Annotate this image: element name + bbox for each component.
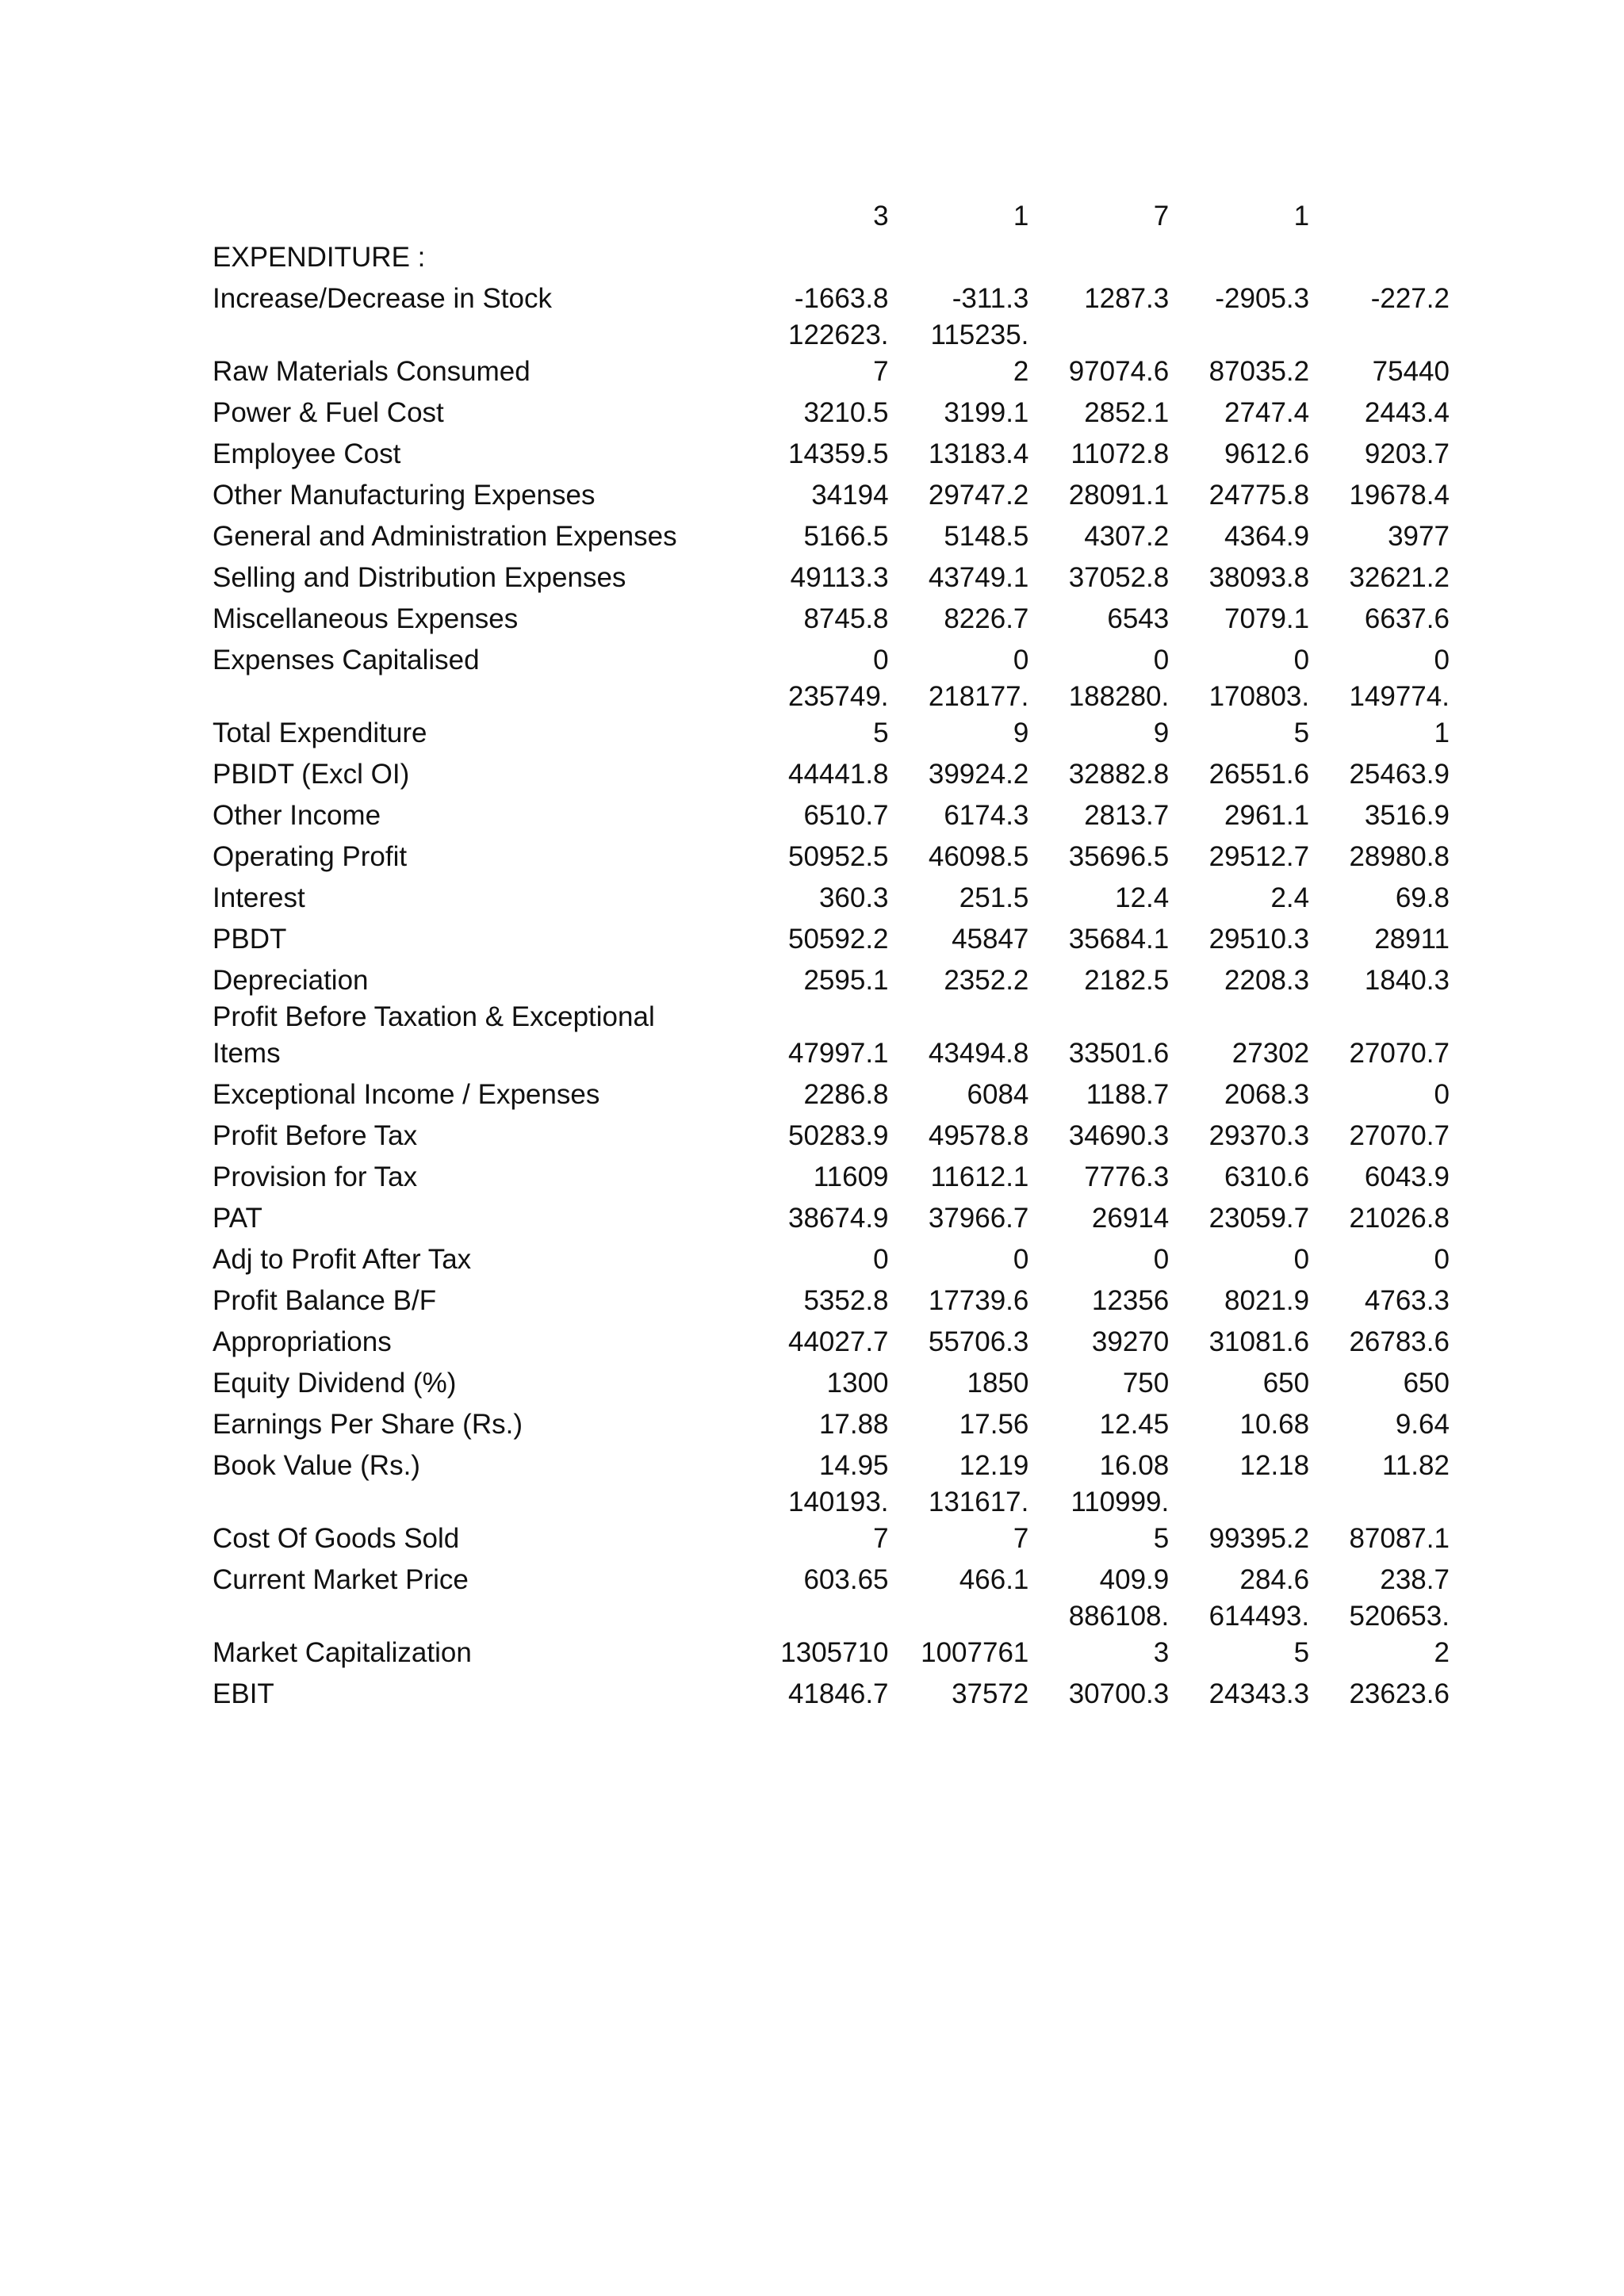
- value-cell: 23059.7: [1208, 1203, 1310, 1234]
- value-cell: 650: [1403, 1368, 1450, 1399]
- value-cell: 9612.6: [1224, 438, 1310, 469]
- table-row: [213, 752, 1450, 793]
- value-cell: 24775.8: [1208, 480, 1310, 511]
- row-label: Profit Before Taxation & Exceptional Items: [213, 1001, 655, 1069]
- value-cell: 11.82: [1381, 1450, 1450, 1481]
- value-cell: 0: [1434, 1244, 1450, 1275]
- row-label: Total Expenditure: [213, 718, 427, 748]
- value-cell: 6310.6: [1224, 1161, 1310, 1192]
- value-cell: 21026.8: [1349, 1203, 1450, 1234]
- value-cell: 2208.3: [1224, 965, 1310, 996]
- value-cell: 75440: [1372, 356, 1450, 387]
- value-cell: 25463.9: [1349, 759, 1450, 790]
- header-cell: 7: [1153, 201, 1170, 232]
- value-cell: 360.3: [818, 882, 889, 913]
- value-cell: 1840.3: [1364, 965, 1450, 996]
- value-cell: 5352.8: [803, 1285, 889, 1316]
- value-cell: 115235. 2: [930, 320, 1029, 387]
- table-row: [213, 1484, 1450, 1557]
- value-cell: 2595.1: [803, 965, 889, 996]
- table-row: [213, 916, 1450, 958]
- value-cell: 6084: [967, 1079, 1029, 1110]
- value-cell: 110999. 5: [1071, 1487, 1170, 1554]
- value-cell: 170803. 5: [1208, 681, 1310, 748]
- table-row: [213, 1196, 1450, 1237]
- table-row: [213, 555, 1450, 596]
- value-cell: 87035.2: [1208, 356, 1310, 387]
- value-cell: 32882.8: [1068, 759, 1170, 790]
- value-cell: 131617. 7: [928, 1487, 1029, 1554]
- value-cell: 50592.2: [788, 924, 889, 955]
- value-cell: 46098.5: [928, 841, 1029, 872]
- value-cell: 5166.5: [803, 521, 889, 552]
- table-row: [213, 999, 1450, 1072]
- value-cell: 0: [873, 1244, 889, 1275]
- value-cell: 2068.3: [1224, 1079, 1310, 1110]
- table-row: [213, 431, 1450, 473]
- value-cell: 38674.9: [788, 1203, 889, 1234]
- value-cell: 37572: [952, 1678, 1029, 1709]
- row-label: EBIT: [213, 1678, 274, 1709]
- value-cell: 29747.2: [928, 480, 1029, 511]
- value-cell: 35696.5: [1068, 841, 1170, 872]
- value-cell: 520653. 2: [1349, 1601, 1450, 1668]
- value-cell: 43749.1: [928, 562, 1029, 593]
- row-label: Current Market Price: [213, 1564, 469, 1595]
- value-cell: 284.6: [1239, 1564, 1310, 1595]
- value-cell: 8021.9: [1224, 1285, 1310, 1316]
- row-label: Miscellaneous Expenses: [213, 603, 519, 634]
- value-cell: 1850: [967, 1368, 1029, 1399]
- value-cell: 9203.7: [1364, 438, 1450, 469]
- value-cell: 39924.2: [928, 759, 1029, 790]
- value-cell: 12356: [1091, 1285, 1170, 1316]
- value-cell: 31081.6: [1208, 1326, 1310, 1357]
- row-label: PBIDT (Excl OI): [213, 759, 410, 790]
- value-cell: 6174.3: [944, 800, 1029, 831]
- header-cell: 1: [1293, 201, 1310, 232]
- value-cell: 1007761: [921, 1637, 1029, 1668]
- value-cell: 27070.7: [1349, 1120, 1450, 1151]
- row-label: Adj to Profit After Tax: [213, 1244, 472, 1275]
- value-cell: 0: [1434, 645, 1450, 675]
- value-cell: 26914: [1091, 1203, 1170, 1234]
- value-cell: 11609: [813, 1161, 889, 1192]
- value-cell: 251.5: [959, 882, 1029, 913]
- value-cell: 45847: [952, 924, 1029, 955]
- value-cell: 12.45: [1099, 1409, 1170, 1440]
- value-cell: 43494.8: [928, 1038, 1029, 1069]
- row-label: Equity Dividend (%): [213, 1368, 457, 1399]
- table-row: [213, 1671, 1450, 1712]
- value-cell: 32621.2: [1349, 562, 1450, 593]
- table-row: [213, 637, 1450, 679]
- value-cell: 603.65: [803, 1564, 889, 1595]
- value-cell: 2286.8: [803, 1079, 889, 1110]
- row-label: Other Manufacturing Expenses: [213, 480, 596, 511]
- value-cell: -2905.3: [1215, 283, 1310, 314]
- value-cell: 2352.2: [944, 965, 1029, 996]
- value-cell: 12.19: [959, 1450, 1029, 1481]
- value-cell: 6510.7: [803, 800, 889, 831]
- table-row: [213, 958, 1450, 999]
- row-label: Expenses Capitalised: [213, 645, 480, 675]
- row-label: Employee Cost: [213, 438, 401, 469]
- value-cell: 886108. 3: [1068, 1601, 1170, 1668]
- table-row: [213, 596, 1450, 637]
- header-cell: 3: [873, 201, 889, 232]
- value-cell: 11072.8: [1071, 438, 1170, 469]
- value-cell: 2961.1: [1224, 800, 1310, 831]
- value-cell: 7079.1: [1224, 603, 1310, 634]
- value-cell: 3977: [1388, 521, 1450, 552]
- table-row: [213, 390, 1450, 431]
- value-cell: 50283.9: [788, 1120, 889, 1151]
- value-cell: -311.3: [952, 283, 1029, 314]
- value-cell: 1188.7: [1086, 1079, 1170, 1110]
- value-cell: 238.7: [1380, 1564, 1450, 1595]
- value-cell: 0: [1013, 1244, 1029, 1275]
- value-cell: 34690.3: [1068, 1120, 1170, 1151]
- table-row: [213, 1598, 1450, 1671]
- value-cell: 3210.5: [803, 397, 889, 428]
- row-label: Interest: [213, 882, 305, 913]
- value-cell: 8226.7: [944, 603, 1029, 634]
- value-cell: 33501.6: [1068, 1038, 1170, 1069]
- value-cell: 466.1: [959, 1564, 1029, 1595]
- value-cell: 13183.4: [928, 438, 1029, 469]
- table-row: [213, 1557, 1450, 1598]
- value-cell: 2443.4: [1364, 397, 1450, 428]
- value-cell: 10.68: [1239, 1409, 1310, 1440]
- value-cell: 6637.6: [1364, 603, 1450, 634]
- value-cell: 35684.1: [1068, 924, 1170, 955]
- value-cell: 409.9: [1099, 1564, 1170, 1595]
- row-label: Operating Profit: [213, 841, 408, 872]
- table-row: [213, 1154, 1450, 1196]
- value-cell: 99395.2: [1208, 1523, 1310, 1554]
- table-row: [213, 317, 1450, 390]
- value-cell: 23623.6: [1349, 1678, 1450, 1709]
- value-cell: 47997.1: [788, 1038, 889, 1069]
- table-row: [213, 1278, 1450, 1319]
- value-cell: 28911: [1374, 924, 1450, 955]
- value-cell: 3516.9: [1364, 800, 1450, 831]
- row-label: Market Capitalization: [213, 1637, 472, 1668]
- row-label: Depreciation: [213, 965, 369, 996]
- table-row: [213, 1402, 1450, 1443]
- value-cell: 0: [1153, 645, 1170, 675]
- value-cell: 4307.2: [1084, 521, 1170, 552]
- value-cell: 2747.4: [1224, 397, 1310, 428]
- value-cell: 1287.3: [1084, 283, 1170, 314]
- value-cell: 44441.8: [788, 759, 889, 790]
- value-cell: 2.4: [1270, 882, 1310, 913]
- row-label: Power & Fuel Cost: [213, 397, 444, 428]
- row-label: Exceptional Income / Expenses: [213, 1079, 600, 1110]
- value-cell: 122623. 7: [788, 320, 889, 387]
- value-cell: 9.64: [1395, 1409, 1450, 1440]
- row-label: Earnings Per Share (Rs.): [213, 1409, 523, 1440]
- value-cell: 34194: [811, 480, 889, 511]
- value-cell: 37966.7: [928, 1203, 1029, 1234]
- row-label: Cost Of Goods Sold: [213, 1523, 460, 1554]
- table-row: [213, 875, 1450, 916]
- value-cell: 7776.3: [1084, 1161, 1170, 1192]
- value-cell: 0: [1434, 1079, 1450, 1110]
- row-label: PAT: [213, 1203, 262, 1234]
- table-row: [213, 1113, 1450, 1154]
- value-cell: 29370.3: [1208, 1120, 1310, 1151]
- value-cell: 614493. 5: [1208, 1601, 1310, 1668]
- financial-table: [213, 193, 1450, 1712]
- table-row: [213, 1237, 1450, 1278]
- row-label: Provision for Tax: [213, 1161, 418, 1192]
- value-cell: 55706.3: [928, 1326, 1029, 1357]
- value-cell: 14.95: [818, 1450, 889, 1481]
- value-cell: 750: [1122, 1368, 1170, 1399]
- value-cell: 28091.1: [1068, 480, 1170, 511]
- row-label: Profit Balance B/F: [213, 1285, 437, 1316]
- value-cell: 26783.6: [1349, 1326, 1450, 1357]
- table-row: [213, 793, 1450, 834]
- value-cell: 140193. 7: [788, 1487, 889, 1554]
- value-cell: 37052.8: [1068, 562, 1170, 593]
- value-cell: 4364.9: [1224, 521, 1310, 552]
- header-cell: 1: [1013, 201, 1029, 232]
- value-cell: 188280. 9: [1068, 681, 1170, 748]
- value-cell: 235749. 5: [788, 681, 889, 748]
- value-cell: 6543: [1107, 603, 1170, 634]
- value-cell: 0: [1013, 645, 1029, 675]
- row-label: Book Value (Rs.): [213, 1450, 420, 1481]
- value-cell: 39270: [1091, 1326, 1170, 1357]
- value-cell: 19678.4: [1349, 480, 1450, 511]
- value-cell: 11612.1: [930, 1161, 1029, 1192]
- value-cell: 38093.8: [1208, 562, 1310, 593]
- value-cell: 87087.1: [1349, 1523, 1450, 1554]
- value-cell: 29512.7: [1208, 841, 1310, 872]
- row-label: Other Income: [213, 800, 381, 831]
- table-row: [213, 834, 1450, 875]
- value-cell: 4763.3: [1364, 1285, 1450, 1316]
- value-cell: 0: [873, 645, 889, 675]
- table-row: [213, 473, 1450, 514]
- table-row: [213, 1072, 1450, 1113]
- row-label: Increase/Decrease in Stock: [213, 283, 552, 314]
- value-cell: 5148.5: [944, 521, 1029, 552]
- value-cell: 6043.9: [1364, 1161, 1450, 1192]
- value-cell: 17.88: [818, 1409, 889, 1440]
- value-cell: 29510.3: [1208, 924, 1310, 955]
- row-label: Profit Before Tax: [213, 1120, 418, 1151]
- row-label: General and Administration Expenses: [213, 521, 677, 552]
- value-cell: 1300: [826, 1368, 889, 1399]
- row-label: EXPENDITURE :: [213, 242, 426, 273]
- row-label: PBDT: [213, 924, 287, 955]
- table-row: [213, 1443, 1450, 1484]
- value-cell: 49113.3: [790, 562, 889, 593]
- value-cell: 3199.1: [944, 397, 1029, 428]
- table-body: [213, 193, 1450, 1712]
- value-cell: 218177. 9: [928, 681, 1029, 748]
- table-row: [213, 235, 1450, 276]
- row-label: Selling and Distribution Expenses: [213, 562, 626, 593]
- table-row: [213, 1319, 1450, 1360]
- value-cell: 149774. 1: [1349, 681, 1450, 748]
- value-cell: 12.4: [1115, 882, 1170, 913]
- row-label: Appropriations: [213, 1326, 392, 1357]
- table-row: [213, 514, 1450, 555]
- value-cell: -1663.8: [794, 283, 889, 314]
- value-cell: 50952.5: [788, 841, 889, 872]
- value-cell: 650: [1262, 1368, 1310, 1399]
- value-cell: 0: [1293, 1244, 1310, 1275]
- value-cell: 2813.7: [1084, 800, 1170, 831]
- value-cell: 30700.3: [1068, 1678, 1170, 1709]
- value-cell: 0: [1293, 645, 1310, 675]
- value-cell: 49578.8: [928, 1120, 1029, 1151]
- value-cell: 41846.7: [788, 1678, 889, 1709]
- value-cell: -227.2: [1370, 283, 1450, 314]
- value-cell: 8745.8: [803, 603, 889, 634]
- value-cell: 2852.1: [1084, 397, 1170, 428]
- value-cell: 2182.5: [1084, 965, 1170, 996]
- table-row: [213, 276, 1450, 317]
- value-cell: 26551.6: [1208, 759, 1310, 790]
- value-cell: 1305710: [780, 1637, 889, 1668]
- value-cell: 69.8: [1395, 882, 1450, 913]
- value-cell: 17.56: [959, 1409, 1029, 1440]
- value-cell: 16.08: [1099, 1450, 1170, 1481]
- value-cell: 27302: [1231, 1038, 1310, 1069]
- value-cell: 44027.7: [788, 1326, 889, 1357]
- value-cell: 24343.3: [1208, 1678, 1310, 1709]
- value-cell: 27070.7: [1349, 1038, 1450, 1069]
- table-row: [213, 679, 1450, 752]
- table-row: [213, 1360, 1450, 1402]
- value-cell: 17739.6: [928, 1285, 1029, 1316]
- value-cell: 14359.5: [788, 438, 889, 469]
- value-cell: 12.18: [1239, 1450, 1310, 1481]
- value-cell: 0: [1153, 1244, 1170, 1275]
- value-cell: 97074.6: [1068, 356, 1170, 387]
- value-cell: 28980.8: [1349, 841, 1450, 872]
- header-row: [213, 193, 1450, 235]
- row-label: Raw Materials Consumed: [213, 356, 530, 387]
